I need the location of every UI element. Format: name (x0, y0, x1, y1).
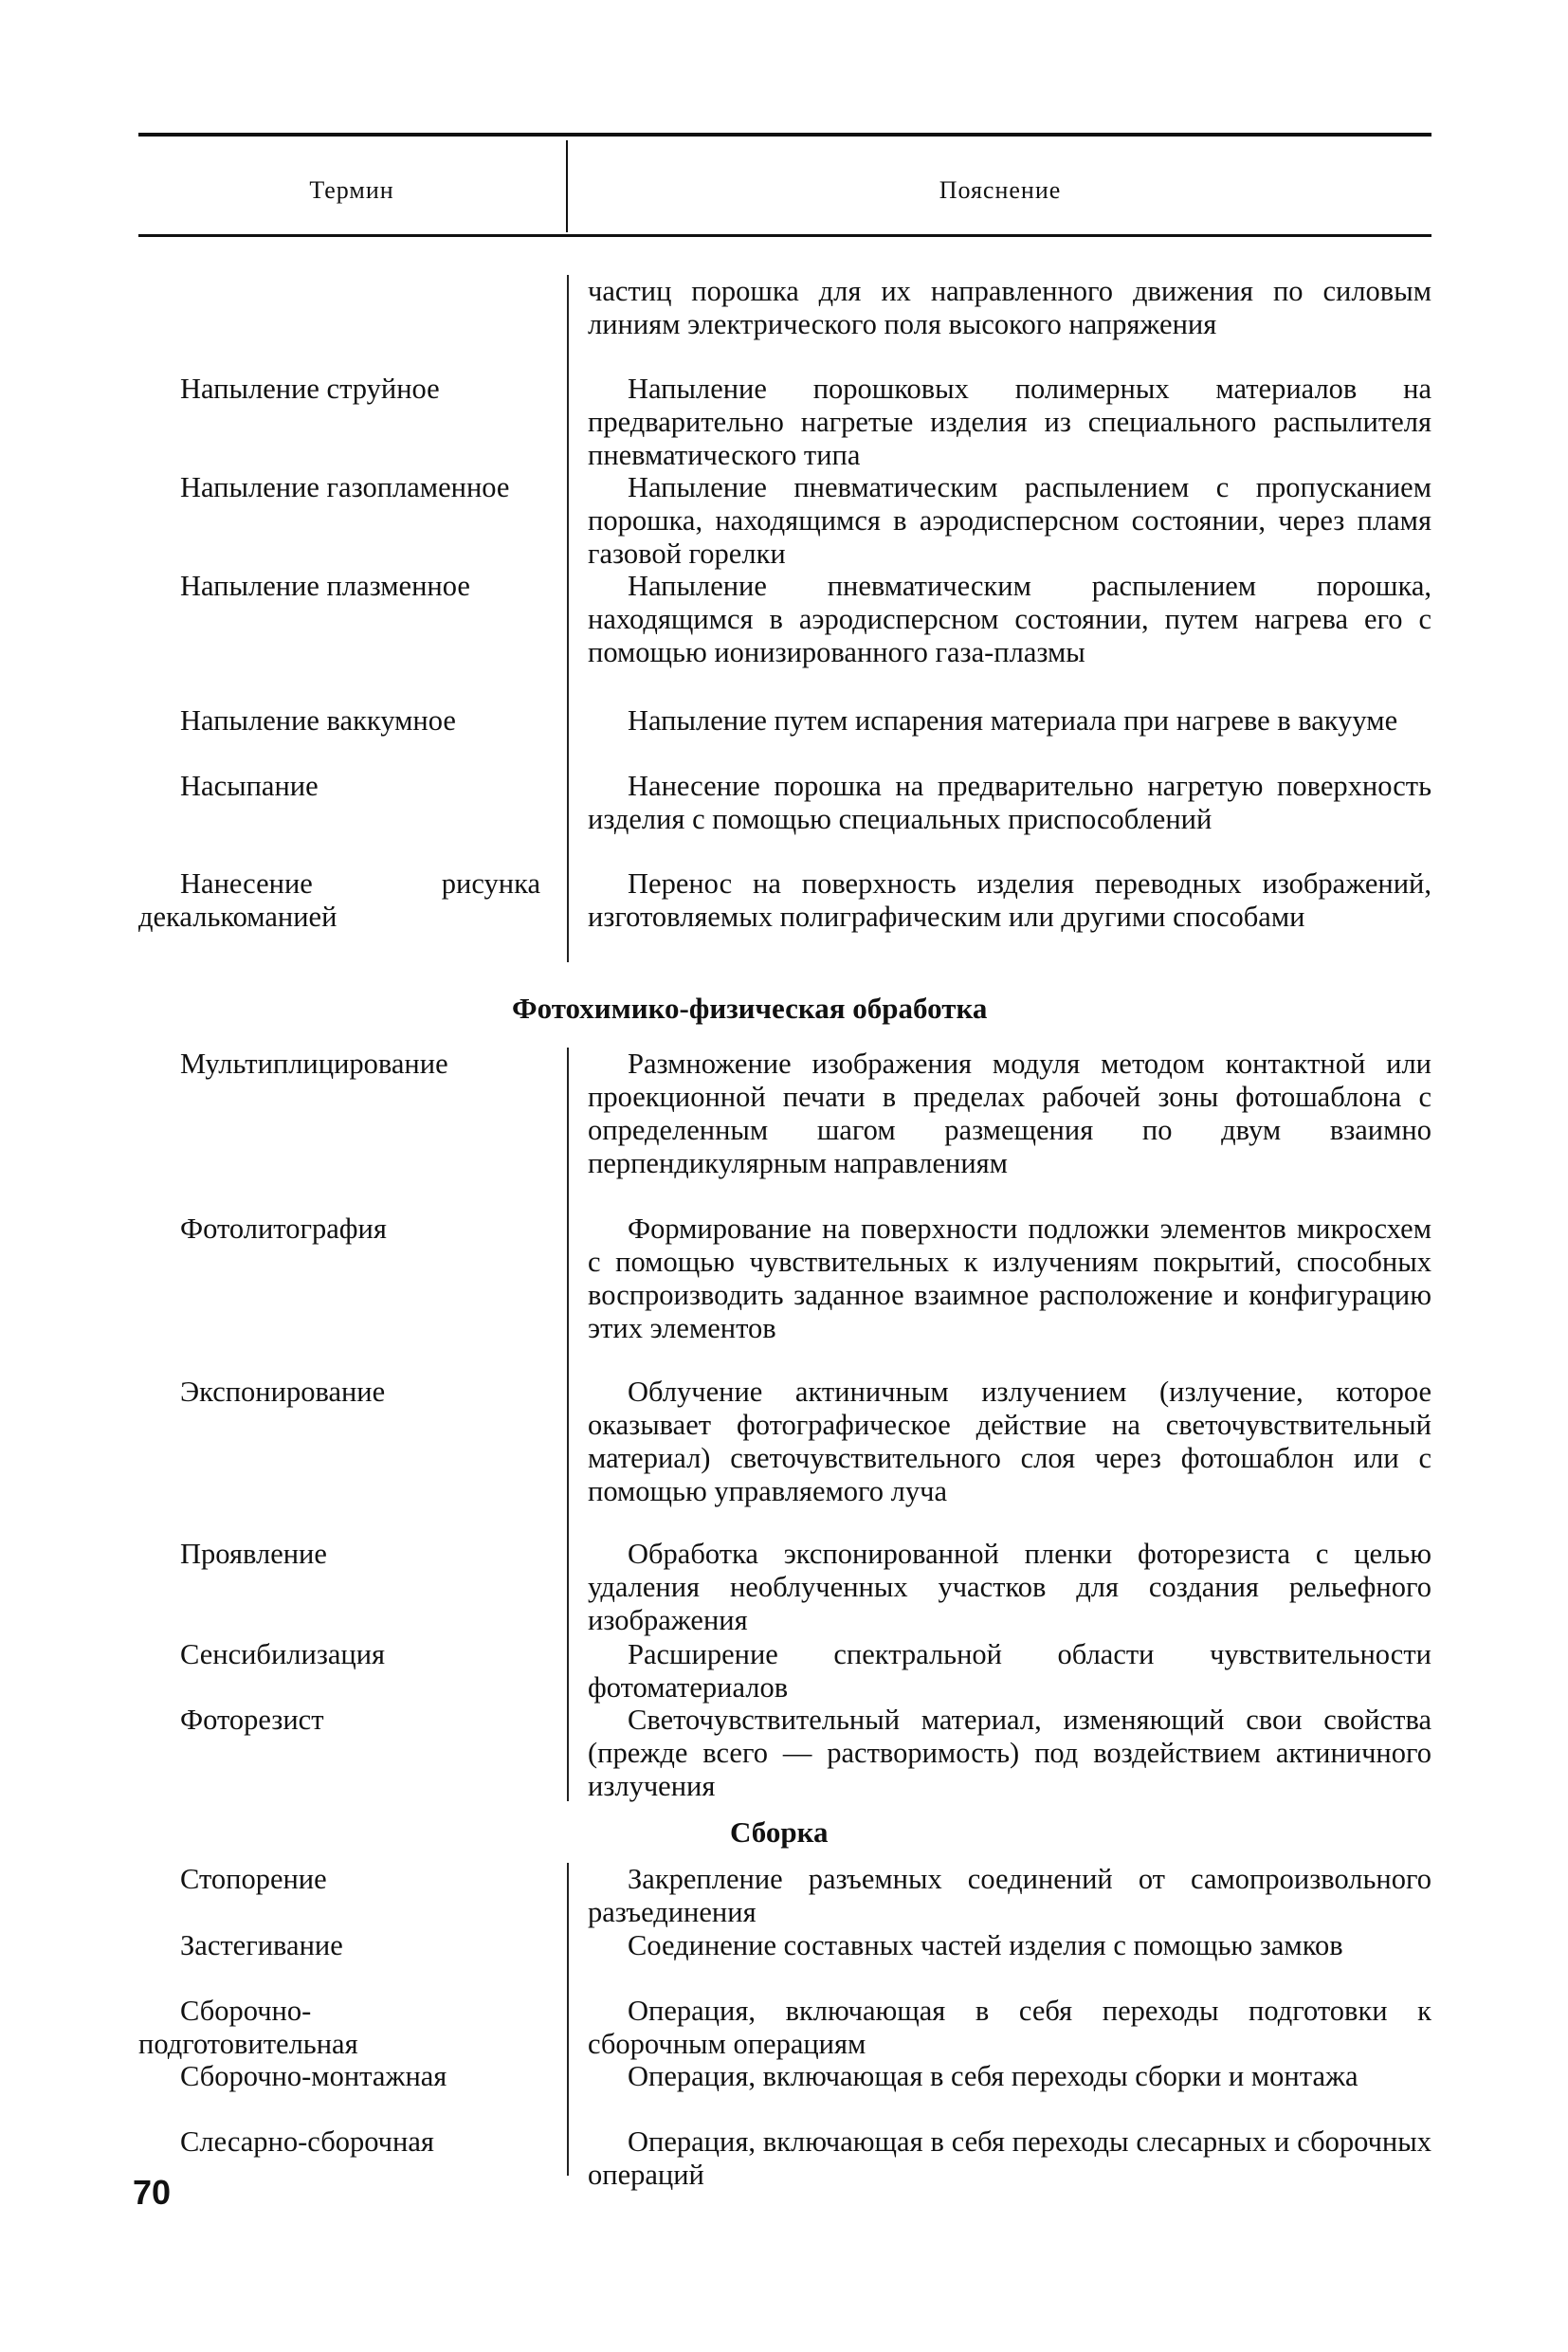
explanation: Напыление порошковых полимерных материалов на предварительно нагретые изделия из специального распылителя пневматического типа (588, 373, 1431, 471)
header-column-divider (566, 140, 568, 232)
term: Фоторезист (180, 1704, 324, 1736)
explanation: Напыление пневматическим распылением с пропусканием порошка, находящимся в аэродисперсном состоянии, через пламя газовой горелки (588, 471, 1431, 570)
explanation: Нанесение порошка на предварительно нагретую поверхность изделия с помощью специальных приспособлений (588, 770, 1431, 835)
explanation: Размножение изображения модуля методом контактной или проекционной печати в пределах рабочей зоны фотошаблона с определенным шагом размещения по двум взаимно перпендикулярным направлениям (588, 1048, 1431, 1179)
explanation: Светочувствительный материал, изменяющий свои свойства (прежде всего — растворимость) под воздействием актиничного излучения (588, 1704, 1431, 1802)
column-divider (567, 1863, 569, 2176)
header-term: Термин (309, 176, 394, 204)
explanation: Обработка экспонированной пленки фоторезиста с целью удаления необлученных участков для создания рельефного изображения (588, 1538, 1431, 1636)
term: Экспонирование (180, 1376, 386, 1408)
term: Напыление ваккумное (180, 704, 456, 737)
term: Напыление плазменное (180, 570, 470, 602)
term: Напыление газопламенное (180, 471, 510, 503)
page-number: 70 (133, 2173, 172, 2212)
term: Стопорение (180, 1863, 327, 1895)
term: Мультиплицирование (180, 1048, 448, 1080)
term: Застегивание (180, 1929, 343, 1961)
column-divider (567, 275, 569, 962)
term: Проявление (180, 1538, 327, 1570)
explanation: Операция, включающая в себя переходы слесарных и сборочных операций (588, 2125, 1431, 2191)
explanation: Операция, включающая в себя переходы сборки и монтажа (628, 2060, 1358, 2092)
explanation: Формирование на поверхности подложки элементов микросхем с помощью чувствительных к излучениям покрытий, способных воспроизводить заданное взаимное расположение и конфигурацию этих элементов (588, 1212, 1431, 1344)
section-title: Фотохимико-физическая обработка (512, 992, 988, 1025)
explanation: Напыление путем испарения материала при нагреве в вакууме (628, 704, 1398, 737)
section-title: Сборка (730, 1815, 829, 1849)
column-divider (567, 1048, 569, 1801)
explanation: Расширение спектральной области чувствительности фотоматериалов (588, 1638, 1431, 1704)
term: Сборочно-подготовительная (138, 1995, 358, 2060)
table-header-rule (138, 234, 1431, 237)
term: Слесарно-сборочная (180, 2125, 434, 2158)
explanation-continuation: частиц порошка для их направленного движения по силовым линиям электрического поля высокого напряжения (588, 275, 1431, 340)
term: Нанесение рисунка декалькоманией (138, 867, 540, 933)
explanation: Облучение актиничным излучением (излучение, которое оказывает фотографическое действие на светочувствительный материал) светочувствительного слоя через фотошаблон или с помощью управляемого луча (588, 1376, 1431, 1507)
term: Сборочно-монтажная (180, 2060, 447, 2092)
header-explanation: Пояснение (939, 176, 1062, 204)
explanation: Напыление пневматическим распылением порошка, находящимся в аэродисперсном состоянии, путем нагрева его с помощью ионизированного газа-плазмы (588, 570, 1431, 668)
term: Насыпание (180, 770, 319, 802)
term: Напыление струйное (180, 373, 440, 405)
explanation: Соединение составных частей изделия с помощью замков (628, 1929, 1343, 1961)
explanation: Закрепление разъемных соединений от самопроизвольного разъединения (588, 1863, 1431, 1928)
explanation: Перенос на поверхность изделия переводных изображений, изготовляемых полиграфическим или другими способами (588, 867, 1431, 933)
table-top-rule (138, 133, 1431, 137)
term: Фотолитография (180, 1212, 387, 1245)
term: Сенсибилизация (180, 1638, 386, 1670)
explanation: Операция, включающая в себя переходы подготовки к сборочным операциям (588, 1995, 1431, 2060)
